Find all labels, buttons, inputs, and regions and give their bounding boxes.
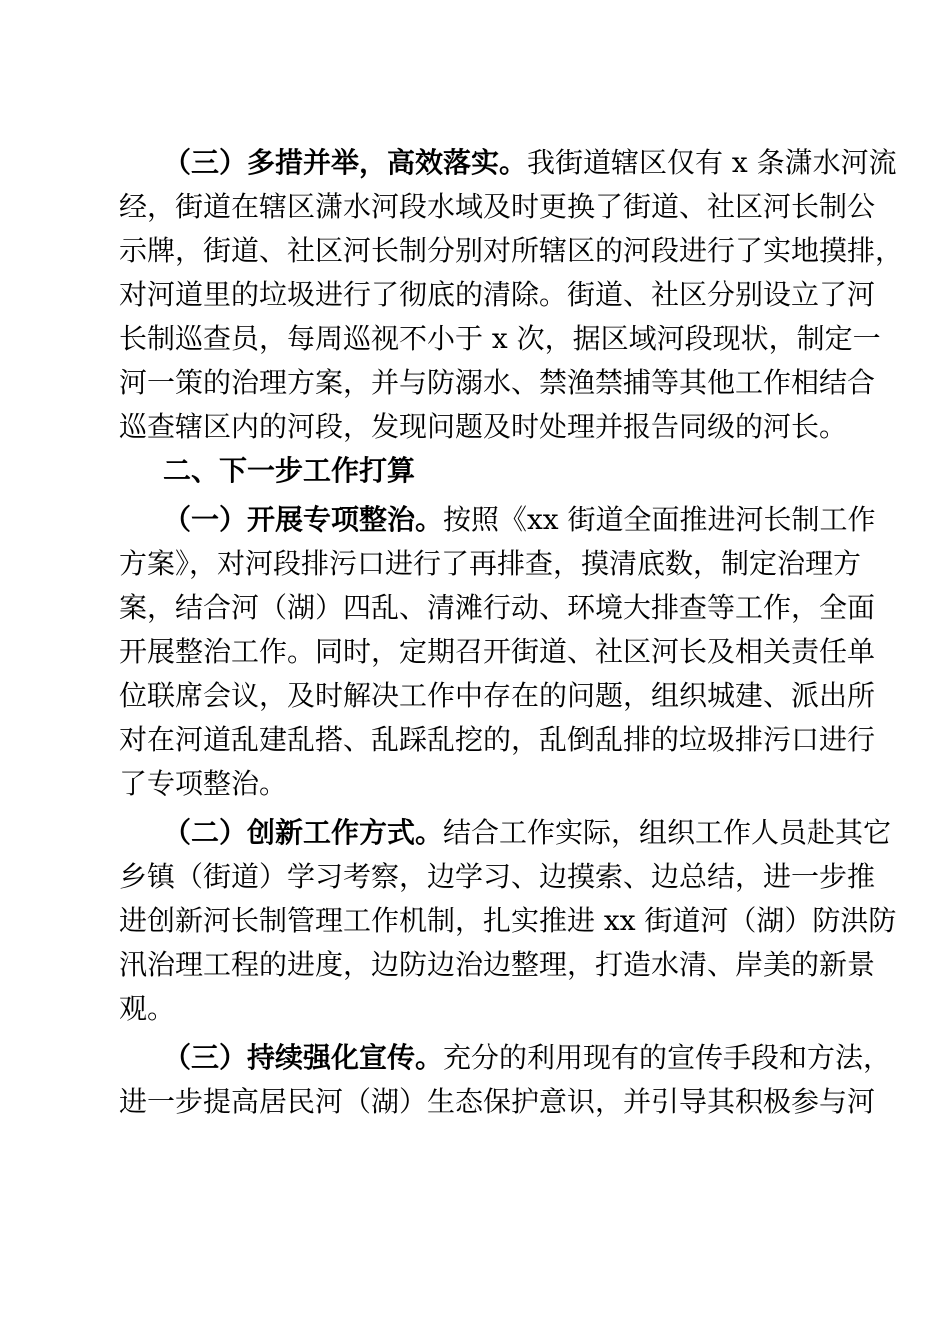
- paragraph-line: （一）开展专项整治。按照《xx 街道全面推进河长制工作: [163, 503, 876, 536]
- paragraph-lead: （三）持续强化宣传。: [163, 1041, 444, 1074]
- paragraph-line: 巡查辖区内的河段，发现问题及时处理并报告同级的河长。: [119, 410, 848, 443]
- paragraph-line: 进一步提高居民河（湖）生态保护意识，并引导其积极参与河: [119, 1085, 876, 1118]
- paragraph-line: 开展整治工作。同时，定期召开街道、社区河长及相关责任单: [119, 635, 876, 668]
- paragraph-line: 长制巡查员，每周巡视不小于 x 次，据区域河段现状，制定一: [119, 322, 881, 355]
- paragraph-lead: （二）创新工作方式。: [163, 816, 444, 849]
- paragraph-line: 案，结合河（湖）四乱、清滩行动、环境大排查等工作，全面: [119, 591, 876, 624]
- paragraph-line: （三）持续强化宣传。充分的利用现有的宣传手段和方法，: [163, 1041, 892, 1074]
- paragraph-line: 进创新河长制管理工作机制，扎实推进 xx 街道河（湖）防洪防: [119, 904, 897, 937]
- paragraph-line: 观。: [119, 992, 176, 1025]
- paragraph-line: （二）创新工作方式。结合工作实际，组织工作人员赴其它: [163, 816, 892, 849]
- paragraph-line: 乡镇（街道）学习考察，边学习、边摸索、边总结，进一步推: [119, 860, 876, 893]
- paragraph-lead: （一）开展专项整治。: [163, 503, 444, 536]
- paragraph-line: 位联席会议，及时解决工作中存在的问题，组织城建、派出所: [119, 679, 876, 712]
- section-heading: 二、下一步工作打算: [163, 454, 416, 487]
- paragraph-line: 对在河道乱建乱搭、乱踩乱挖的，乱倒乱排的垃圾排污口进行: [119, 723, 876, 756]
- paragraph-lead: （三）多措并举，高效落实。: [163, 146, 528, 179]
- paragraph-line: 对河道里的垃圾进行了彻底的清除。街道、社区分别设立了河: [119, 278, 876, 311]
- paragraph-line: 河一策的治理方案，并与防溺水、禁渔禁捕等其他工作相结合: [119, 366, 876, 399]
- paragraph-line: 方案》，对河段排污口进行了再排查，摸清底数，制定治理方: [119, 547, 862, 580]
- paragraph-line: （三）多措并举，高效落实。我街道辖区仅有 x 条潇水河流: [163, 146, 897, 179]
- paragraph-line: 经，街道在辖区潇水河段水域及时更换了街道、社区河长制公: [119, 190, 876, 223]
- paragraph-line: 了专项整治。: [119, 767, 288, 800]
- paragraph-line: 示牌，街道、社区河长制分别对所辖区的河段进行了实地摸排，: [119, 234, 904, 267]
- paragraph-line: 汛治理工程的进度，边防边治边整理，打造水清、岸美的新景: [119, 948, 876, 981]
